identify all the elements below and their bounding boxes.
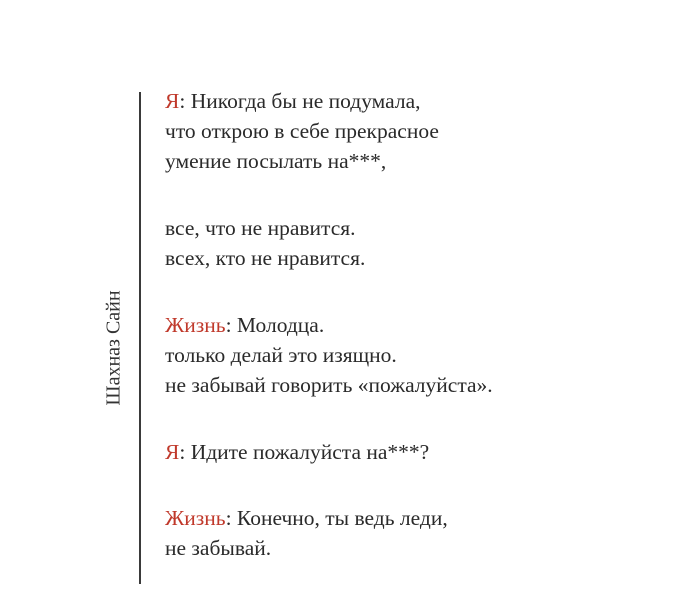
stanza-1-line-2: что открою в себе прекрасное [165, 119, 439, 143]
poem [165, 86, 665, 563]
stanza-4 [165, 437, 665, 467]
speaker-label: Жизнь [165, 313, 226, 337]
stanza-3 [165, 310, 665, 400]
stanza-5-line-2: не забывай. [165, 536, 272, 560]
stanza-2-line-2: всех, кто не нравится. [165, 246, 366, 270]
stanza-5 [165, 503, 665, 563]
stanza-3-line-2: только делай это изящно. [165, 343, 397, 367]
line-text: : Идите пожалуйста на***? [179, 440, 430, 464]
author-name: Шахназ Сайн [102, 290, 125, 406]
line-text: : Молодца. [225, 313, 325, 337]
stanza-1-line-1 [165, 86, 665, 116]
stanza-4-line-1 [165, 437, 665, 467]
stanza-gap [165, 467, 665, 503]
stanza-1 [165, 86, 665, 176]
stanza-gap [165, 273, 665, 310]
stanza-gap [165, 400, 665, 437]
line-text: : Никогда бы не подумала, [179, 89, 421, 113]
stanza-2-line-1: все, что не нравится. [165, 216, 356, 240]
stanza-gap [165, 176, 665, 213]
stanza-3-line-1 [165, 310, 665, 340]
speaker-label: Я [165, 440, 180, 464]
speaker-label: Я [165, 89, 180, 113]
line-text: : Конечно, ты ведь леди, [225, 506, 448, 530]
speaker-label: Жизнь [165, 506, 226, 530]
stanza-1-line-3: умение посылать на***, [165, 149, 387, 173]
stanza-5-line-1 [165, 503, 665, 533]
stanza-3-line-3: не забывай говорить «пожалуйста». [165, 373, 493, 397]
stanza-2 [165, 213, 665, 273]
vertical-divider [139, 92, 141, 584]
